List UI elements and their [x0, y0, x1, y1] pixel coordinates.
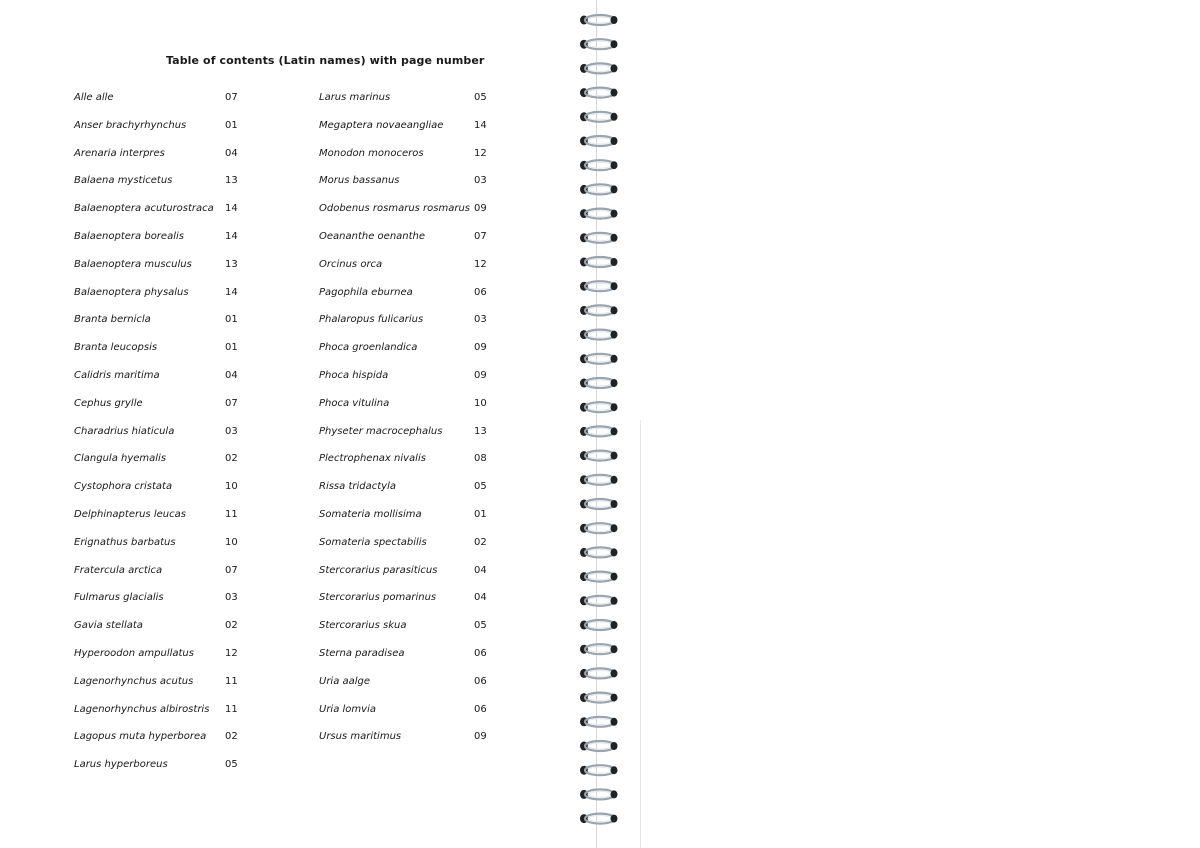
- toc-entry: [319, 588, 519, 616]
- binding-ring: [580, 257, 618, 267]
- toc-entry: [74, 616, 274, 644]
- toc-entry-name: Fulmarus glacialis: [74, 592, 164, 604]
- toc-entry-name: Charadrius hiaticula: [74, 425, 175, 437]
- toc-entry-page: 12: [474, 147, 487, 159]
- toc-entry-page: 05: [474, 620, 487, 632]
- binding-ring: [580, 765, 618, 775]
- toc-entry: [319, 561, 519, 589]
- toc-entry-name: Balaenoptera borealis: [74, 230, 184, 242]
- toc-entry-page: 12: [225, 647, 238, 659]
- binding-ring: [580, 88, 618, 98]
- toc-entry-page: 03: [225, 425, 238, 437]
- toc-entry-name: Fratercula arctica: [74, 564, 163, 576]
- toc-entry: [319, 283, 519, 311]
- binding-ring: [580, 547, 618, 557]
- binding-ring: [580, 184, 618, 194]
- binding-ring: [580, 402, 618, 412]
- toc-entry-name: Delphinapterus leucas: [74, 508, 186, 520]
- toc-entry-name: Lagopus muta hyperborea: [74, 731, 207, 743]
- toc-entry-page: 09: [474, 342, 487, 354]
- toc-entry: [74, 366, 274, 394]
- toc-entry-name: Phoca groenlandica: [319, 342, 418, 354]
- toc-entry: [74, 144, 274, 172]
- toc-entry-page: 04: [474, 592, 487, 604]
- toc-entry: [74, 533, 274, 561]
- binding-ring: [580, 305, 618, 315]
- binding-ring: [580, 354, 618, 364]
- binding-ring: [580, 717, 618, 727]
- toc-entry: [319, 394, 519, 422]
- toc-entry: [319, 700, 519, 728]
- toc-entry-page: 04: [225, 369, 238, 381]
- toc-entry-name: Odobenus rosmarus rosmarus: [319, 203, 471, 215]
- toc-entry-page: 03: [474, 314, 487, 326]
- toc-entry-name: Larus marinus: [319, 92, 391, 103]
- toc-entry-page: 11: [225, 703, 238, 715]
- toc-entry: [319, 727, 519, 755]
- spiral-binding-icon: [560, 0, 642, 848]
- toc-entry-page: 02: [225, 620, 238, 632]
- toc-entry-page: 01: [225, 314, 238, 326]
- toc-entry: [74, 394, 274, 422]
- binding-ring: [580, 281, 618, 291]
- toc-entry-page: 10: [225, 536, 238, 548]
- toc-entry-page: 13: [474, 425, 487, 437]
- toc-entry-name: Megaptera novaeangliae: [319, 119, 444, 131]
- toc-entry-page: 01: [225, 342, 238, 354]
- binding-ring: [580, 15, 618, 25]
- toc-entry: [74, 449, 274, 477]
- toc-entry-name: Calidris maritima: [74, 369, 160, 381]
- toc-entry-page: 01: [225, 119, 238, 131]
- toc-entry-page: 07: [225, 92, 238, 103]
- binding-ring: [580, 160, 618, 170]
- toc-entry-page: 13: [225, 175, 238, 187]
- toc-entry: [319, 144, 519, 172]
- toc-entry-page: 07: [474, 230, 487, 242]
- toc-entry-name: Orcinus orca: [319, 258, 383, 270]
- binding-rings: [560, 0, 642, 848]
- binding-ring: [580, 693, 618, 703]
- toc-entry: [74, 588, 274, 616]
- toc-entry-page: 14: [225, 286, 238, 298]
- toc-entry: [74, 505, 274, 533]
- toc-entry-name: Morus bassanus: [319, 175, 400, 187]
- toc-entry: [319, 449, 519, 477]
- binding-ring: [580, 112, 618, 122]
- toc-entry-page: 02: [225, 453, 238, 465]
- toc-entry: [319, 422, 519, 450]
- toc-entry-page: 06: [474, 675, 487, 687]
- toc-entry: [319, 310, 519, 338]
- toc-entry-page: 10: [474, 397, 487, 409]
- toc-entry-name: Branta leucopsis: [74, 342, 158, 354]
- toc-entry: [74, 310, 274, 338]
- toc-entry-name: Arenaria interpres: [74, 147, 165, 159]
- toc-entry-page: 06: [474, 703, 487, 715]
- toc-entry-page: 14: [474, 119, 487, 131]
- toc-entry-page: 03: [474, 175, 487, 187]
- binding-ring: [580, 668, 618, 678]
- toc-entry-name: Cephus grylle: [74, 397, 143, 409]
- toc-entry: [74, 727, 274, 755]
- toc-entry-name: Erignathus barbatus: [74, 536, 176, 548]
- binding-ring: [580, 233, 618, 243]
- toc-entry: [74, 422, 274, 450]
- toc-entry-page: 05: [474, 92, 487, 103]
- toc-entry-name: Alle alle: [74, 92, 114, 103]
- toc-entry-name: Lagenorhynchus albirostris: [74, 703, 210, 715]
- binding-ring: [580, 620, 618, 630]
- toc-entry: [74, 199, 274, 227]
- toc-entry-name: Phoca hispida: [319, 369, 389, 381]
- toc-entry-name: Sterna paradisea: [319, 647, 405, 659]
- toc-entry-name: Stercorarius parasiticus: [319, 564, 438, 576]
- toc-entry-name: Oeananthe oenanthe: [319, 230, 426, 242]
- toc-entry: [74, 338, 274, 366]
- toc-entry-name: Plectrophenax nivalis: [319, 453, 426, 465]
- toc-entry: [74, 88, 274, 116]
- toc-right-column: [319, 88, 519, 755]
- toc-entry: [319, 227, 519, 255]
- toc-entry: [319, 616, 519, 644]
- toc-entry-name: Balaena mysticetus: [74, 175, 173, 187]
- toc-entry: [74, 227, 274, 255]
- toc-entry-page: 02: [225, 731, 238, 743]
- toc-entry: [319, 88, 519, 116]
- toc-entry-page: 07: [225, 397, 238, 409]
- toc-entry-page: 05: [474, 481, 487, 493]
- toc-entry-name: Phalaropus fulicarius: [319, 314, 424, 326]
- binding-ring: [580, 499, 618, 509]
- toc-entry-page: 09: [474, 203, 487, 215]
- toc-entry: [319, 199, 519, 227]
- toc-entry-page: 14: [225, 230, 238, 242]
- toc-entry-page: 13: [225, 258, 238, 270]
- toc-entry-page: 03: [225, 592, 238, 604]
- toc-entry-page: 06: [474, 647, 487, 659]
- toc-entry: [319, 338, 519, 366]
- toc-entry-page: 01: [474, 508, 487, 520]
- toc-entry-name: Somateria spectabilis: [319, 536, 427, 548]
- toc-entry-name: Balaenoptera physalus: [74, 286, 189, 298]
- toc-entry-name: Balaenoptera musculus: [74, 258, 192, 270]
- toc-entry-page: 11: [225, 508, 238, 520]
- toc-entry: [319, 672, 519, 700]
- toc-entry-page: 11: [225, 675, 238, 687]
- toc-entry-page: 12: [474, 258, 487, 270]
- binding-ring: [580, 378, 618, 388]
- toc-entry-name: Lagenorhynchus acutus: [74, 675, 194, 687]
- toc-entry-page: 02: [474, 536, 487, 548]
- toc-entry: [74, 171, 274, 199]
- toc-entry: [74, 283, 274, 311]
- toc-entry-name: Uria lomvia: [319, 703, 376, 715]
- toc-entry: [74, 561, 274, 589]
- toc-entry-name: Gavia stellata: [74, 620, 143, 632]
- toc-left-column: [74, 88, 274, 783]
- toc-entry-page: 10: [225, 481, 238, 493]
- toc-entry-name: Phoca vitulina: [319, 397, 390, 409]
- binding-ring: [580, 136, 618, 146]
- toc-entry: [74, 255, 274, 283]
- toc-entry: [319, 644, 519, 672]
- toc-entry: [74, 672, 274, 700]
- binding-ring: [580, 523, 618, 533]
- binding-ring: [580, 741, 618, 751]
- toc-entry-page: 09: [474, 731, 487, 743]
- toc-entry: [319, 116, 519, 144]
- binding-ring: [580, 209, 618, 219]
- binding-ring: [580, 596, 618, 606]
- toc-entry: [319, 171, 519, 199]
- toc-entry-name: Physeter macrocephalus: [319, 425, 443, 437]
- toc-entry-page: 08: [474, 453, 487, 465]
- toc-entry: [319, 255, 519, 283]
- toc-entry-name: Branta bernicla: [74, 314, 151, 326]
- toc-entry-name: Hyperoodon ampullatus: [74, 647, 194, 659]
- toc-entry-name: Uria aalge: [319, 675, 371, 687]
- binding-ring: [580, 63, 618, 73]
- toc-entry-name: Pagophila eburnea: [319, 286, 413, 298]
- toc-entry-page: 07: [225, 564, 238, 576]
- toc-entry-page: 04: [474, 564, 487, 576]
- toc-entry-name: Balaenoptera acuturostraca: [74, 203, 214, 215]
- toc-entry: [74, 116, 274, 144]
- toc-entry-name: Stercorarius pomarinus: [319, 592, 437, 604]
- page-title: Table of contents (Latin names) with page number: [166, 54, 485, 67]
- toc-entry-page: 06: [474, 286, 487, 298]
- binding-ring: [580, 572, 618, 582]
- toc-entry: [319, 505, 519, 533]
- toc-entry-name: Rissa tridactyla: [319, 481, 396, 493]
- toc-entry-page: 14: [225, 203, 238, 215]
- toc-entry: [74, 477, 274, 505]
- toc-entry: [319, 477, 519, 505]
- toc-entry-name: Cystophora cristata: [74, 481, 173, 493]
- toc-entry-name: Stercorarius skua: [319, 620, 407, 632]
- toc-entry-name: Larus hyperboreus: [74, 759, 168, 771]
- toc-entry: [74, 755, 274, 783]
- toc-entry-page: 09: [474, 369, 487, 381]
- toc-entry: [319, 533, 519, 561]
- toc-entry-name: Ursus maritimus: [319, 731, 402, 743]
- toc-entry: [74, 644, 274, 672]
- toc-entry-name: Anser brachyrhynchus: [74, 119, 187, 131]
- toc-entry: [319, 366, 519, 394]
- binding-ring: [580, 39, 618, 49]
- binding-ring: [580, 426, 618, 436]
- toc-entry-name: Clangula hyemalis: [74, 453, 167, 465]
- toc-entry: [74, 700, 274, 728]
- toc-entry-name: Somateria mollisima: [319, 508, 422, 520]
- toc-entry-page: 04: [225, 147, 238, 159]
- toc-entry-page: 05: [225, 759, 238, 771]
- binding-ring: [580, 789, 618, 799]
- toc-entry-name: Monodon monoceros: [319, 147, 424, 159]
- binding-ring: [580, 644, 618, 654]
- binding-ring: [580, 330, 618, 340]
- binding-ring: [580, 451, 618, 461]
- binding-ring: [580, 814, 618, 824]
- binding-ring: [580, 475, 618, 485]
